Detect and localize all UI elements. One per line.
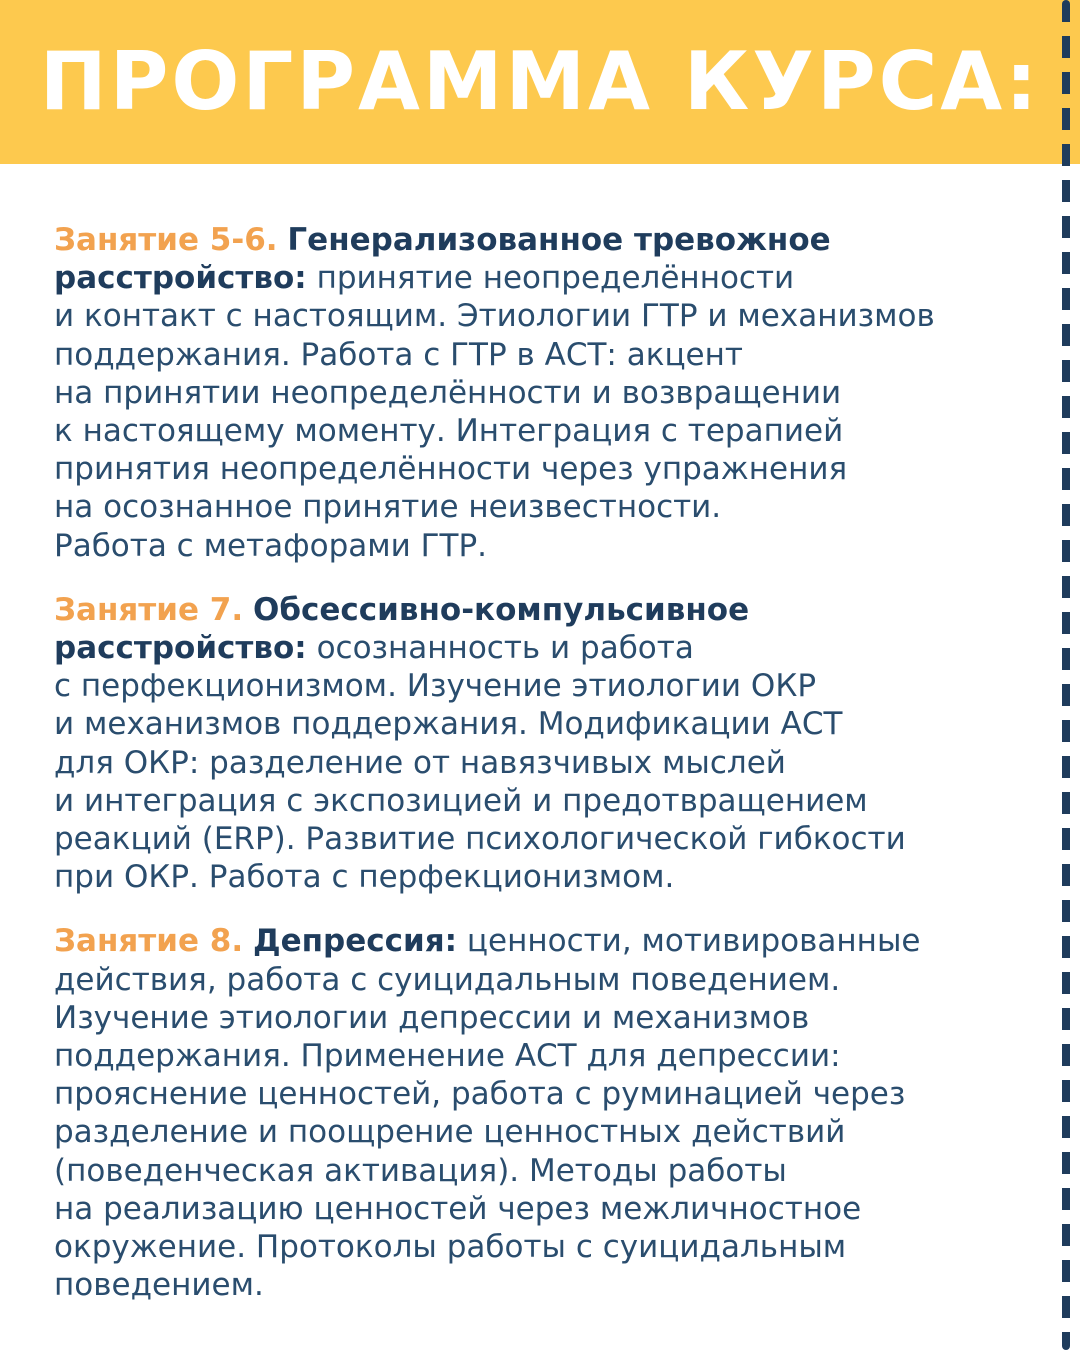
lesson-7	[54, 591, 1044, 897]
lesson-body-line: окружение. Протоколы работы с суицидальным	[54, 1229, 847, 1266]
lesson-body-line: Работа с метафорами ГТР.	[54, 527, 488, 564]
lesson-body-line: на реализацию ценностей через межличностное	[54, 1190, 862, 1227]
lesson-body-line: с перфекционизмом. Изучение этиологии ОКР	[54, 668, 817, 705]
lesson-body-line: и механизмов поддержания. Модификации АСТ	[54, 706, 843, 743]
lesson-body-line: и контакт с настоящим. Этиологии ГТР и механизмов	[54, 298, 935, 335]
lesson-body-line: к настоящему моменту. Интеграция с терапией	[54, 413, 844, 450]
lesson-body-line: (поведенческая активация). Методы работы	[54, 1152, 787, 1189]
lesson-lead-text: принятие неопределённости	[316, 260, 795, 297]
lesson-8	[54, 922, 1044, 1304]
lesson-lead-text: ценности, мотивированные	[466, 923, 921, 960]
lesson-heading-line	[54, 629, 1044, 667]
lesson-number: Занятие 7.	[54, 591, 244, 628]
lesson-body-line: поддержания. Применение АСТ для депрессии:	[54, 1038, 841, 1075]
lesson-body-line: Изучение этиологии депрессии и механизмов	[54, 999, 810, 1036]
lesson-body-line: и интеграция с экспозицией и предотвращением	[54, 782, 868, 819]
lesson-title: Генерализованное тревожное	[287, 222, 831, 258]
lesson-heading-line	[54, 259, 1044, 297]
lesson-body-line: принятия неопределённости через упражнения	[54, 451, 848, 488]
lesson-heading-line	[54, 591, 1044, 629]
lesson-body-line: поведением.	[54, 1267, 264, 1304]
lesson-lead-text: осознанность и работа	[316, 630, 694, 667]
lesson-body-line: при ОКР. Работа с перфекционизмом.	[54, 859, 675, 896]
dashed-border-line	[1062, 0, 1070, 1350]
lesson-title: Депрессия:	[252, 923, 458, 960]
lesson-body-line: для ОКР: разделение от навязчивых мыслей	[54, 744, 786, 781]
lesson-number: Занятие 5-6.	[54, 222, 278, 258]
page-title: ПРОГРАММА КУРСА:	[39, 35, 1041, 128]
lesson-body-line: разделение и поощрение ценностных действий	[54, 1114, 846, 1151]
lesson-title: расстройство:	[54, 260, 307, 297]
lesson-title: расстройство:	[54, 630, 307, 667]
lesson-title: Обсессивно-компульсивное	[252, 591, 750, 628]
lesson-number: Занятие 8.	[54, 923, 244, 960]
lesson-5-6	[54, 221, 1044, 565]
course-program	[54, 221, 1044, 1330]
lesson-body-line: на принятии неопределённости и возвращении	[54, 374, 842, 411]
header-banner	[0, 0, 1080, 164]
lesson-body-line: действия, работа с суицидальным поведением.	[54, 961, 841, 998]
lesson-body-line: поддержания. Работа с ГТР в АСТ: акцент	[54, 336, 743, 373]
lesson-body-line: прояснение ценностей, работа с руминацией через	[54, 1076, 906, 1113]
lesson-heading-line	[54, 922, 1044, 960]
lesson-heading-line	[54, 221, 1044, 259]
lesson-body-line: на осознанное принятие неизвестности.	[54, 489, 722, 526]
lesson-body-line: реакций (ERP). Развитие психологической гибкости	[54, 821, 906, 858]
